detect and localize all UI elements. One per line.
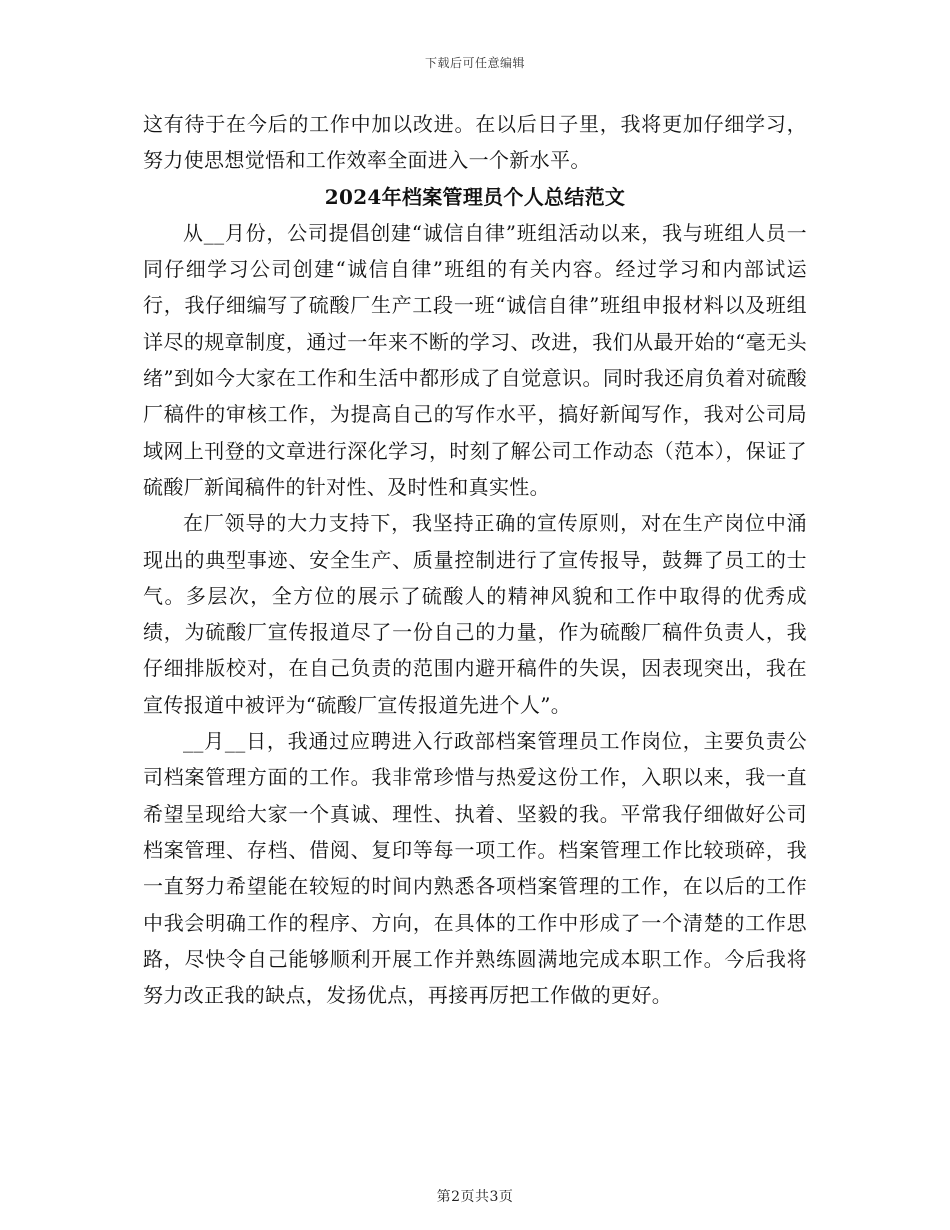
header-note: 下载后可任意编辑: [424, 56, 525, 70]
page-number: 第2页共3页: [436, 1189, 514, 1205]
document-body: [143, 106, 807, 1013]
body-paragraph-3: __月__日，我通过应聘进入行政部档案管理员工作岗位，主要负责公司档案管理方面的工作。我非常珍惜与热爱这份工作，入职以来，我一直希望呈现给大家一个真诚、理性、执着、坚毅的我。平常我仔细做好公司档案管理、存档、借阅、复印等每一项工作。档案管理工作比较琐碎，我一直努力希望能在较短的时间内熟悉各项档案管理的工作，在以后的工作中我会明确工作的程序、方向，在具体的工作中形成了一个清楚的工作思路，尽快令自己能够顺利开展工作并熟练圆满地完成本职工作。今后我将努力改正我的缺点，发扬优点，再接再厉把工作做的更好。: [143, 729, 807, 1008]
body-paragraph-2: 在厂领导的大力支持下，我坚持正确的宣传原则，对在生产岗位中涌现出的典型事迹、安全生产、质量控制进行了宣传报导，鼓舞了员工的士气。多层次，全方位的展示了硫酸人的精神风貌和工作中取得的优秀成绩，为硫酸厂宣传报道尽了一份自己的力量，作为硫酸厂稿件负责人，我仔细排版校对，在自己负责的范围内避开稿件的失误，因表现突出，我在宣传报道中被评为“硫酸厂宣传报道先进个人”。: [143, 511, 807, 717]
intro-paragraph: 这有待于在今后的工作中加以改进。在以后日子里，我将更加仔细学习，努力使思想觉悟和工作效率全面进入一个新水平。: [143, 112, 807, 173]
document-title: 2024年档案管理员个人总结范文: [324, 184, 626, 209]
body-paragraph-1: 从__月份，公司提倡创建“诚信自律”班组活动以来，我与班组人员一同仔细学习公司创建“诚信自律”班组的有关内容。经过学习和内部试运行，我仔细编写了硫酸厂生产工段一班“诚信自律”班组申报材料以及班组详尽的规章制度，通过一年来不断的学习、改进，我们从最开始的“毫无头绪”到如今大家在工作和生活中都形成了自觉意识。同时我还肩负着对硫酸厂稿件的审核工作，为提高自己的写作水平，搞好新闻写作，我对公司局域网上刊登的文章进行深化学习，时刻了解公司工作动态（范本），保证了硫酸厂新闻稿件的针对性、及时性和真实性。: [143, 220, 807, 499]
